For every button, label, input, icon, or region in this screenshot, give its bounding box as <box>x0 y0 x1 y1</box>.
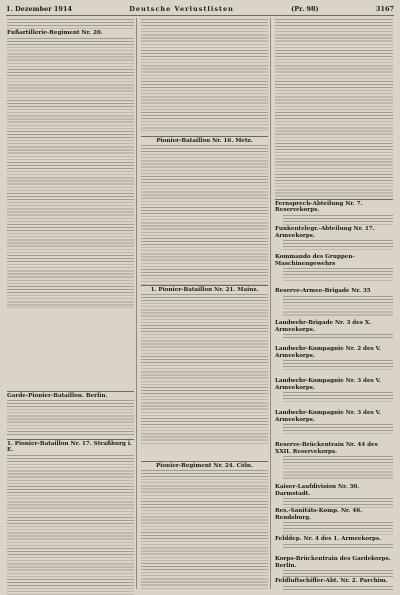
column-3 <box>273 18 395 589</box>
column-1 <box>5 18 137 589</box>
section-heading: Landwehr-Brigade Nr. 3 des X. Armeekorps. <box>275 320 372 333</box>
text-lines <box>283 334 393 340</box>
section-heading-block <box>7 30 134 308</box>
section-sanitaets-46 <box>275 508 393 536</box>
text-lines <box>283 360 393 370</box>
column-2 <box>139 18 271 589</box>
section-heading: Reserve-Armee-Brigade Nr. 35 <box>275 288 371 294</box>
section-funkentelegr-17 <box>275 226 393 250</box>
section-pionier-21 <box>141 284 268 444</box>
section-laufdivision-30 <box>275 484 393 508</box>
section-heading: Fußartillerie-Regiment Nr. 20. <box>7 30 103 36</box>
section-korps-brueckentrain <box>275 556 393 578</box>
text-lines <box>283 456 393 480</box>
text-lines <box>141 470 268 590</box>
section-landwehr-komp-2 <box>275 346 393 370</box>
text-lines <box>283 296 393 316</box>
section-heading: Felddep. Nr. 4 des 1. Armeekorps. <box>275 536 382 542</box>
section-reserve-brueckentrain-44 <box>275 442 393 480</box>
header-title: Deutsche Verlustlisten <box>129 5 234 13</box>
section-heading: Landwehr-Kompagnie Nr. 2 des V. Armeekorps. <box>275 346 381 359</box>
section-landwehr-komp-3b <box>275 410 393 434</box>
section-kommando-mg <box>275 254 393 282</box>
text-lines <box>283 586 393 592</box>
section-pionier-17 <box>7 438 134 595</box>
section-felddep-4 <box>275 536 393 550</box>
section-feldluftschiffer-2 <box>275 578 393 592</box>
section-heading: Reserve-Brückentrain Nr. 44 des XXII. Reservekorps. <box>275 442 378 455</box>
divider <box>275 199 393 200</box>
section-pionier-16 <box>141 135 268 285</box>
running-head <box>6 3 394 16</box>
section-fernsprech-7 <box>275 198 393 225</box>
text-lines <box>7 38 134 308</box>
text-lines <box>283 570 393 578</box>
section-heading: Kaiser-Laufdivision Nr. 30. Darmstadt. <box>275 484 360 497</box>
text-lines <box>275 19 393 197</box>
divider <box>7 439 134 440</box>
section-top-lines <box>275 18 393 197</box>
section-heading: Fernsprech-Abteilung Nr. 7. Reservekorps. <box>275 200 363 214</box>
section-heading: Landwehr-Kompagnie Nr. 3 des V. Armeekorps. <box>275 378 381 391</box>
section-heading: Garde-Pionier-Bataillon. Berlin. <box>7 392 108 399</box>
section-heading: Pionier-Regiment Nr. 24. Cöln. <box>156 462 253 469</box>
divider <box>141 136 268 137</box>
text-lines <box>283 498 393 508</box>
section-heading: Landwehr-Kompagnie Nr. 3 des V. Armeekorps. <box>275 410 381 423</box>
header-issue: (Pr. 98) <box>291 5 319 13</box>
section-fussartillerie-20 <box>7 18 134 29</box>
section-landwehr-brigade-3 <box>275 320 393 340</box>
section-pionier-regiment-24 <box>141 460 268 590</box>
section-heading: 1. Pionier-Bataillon Nr. 21. Mainz. <box>150 286 259 293</box>
text-lines <box>283 215 393 225</box>
section-heading: Kommando des Gruppen-Maschinengewehrs <box>275 254 355 267</box>
section-heading: Funkentelegr.-Abteilung Nr. 17. Armeekorps. <box>275 226 375 239</box>
text-lines <box>283 240 393 250</box>
text-lines <box>283 544 393 550</box>
section-heading: Korps-Brückentrain des Gardekorps. Berlin. <box>275 556 391 569</box>
text-lines <box>283 268 393 282</box>
section-heading: Feldluftschiffer-Abt. Nr. 2. Parchim. <box>275 578 388 584</box>
section-top-lines <box>141 18 268 131</box>
text-lines <box>7 455 134 595</box>
text-lines <box>141 145 268 285</box>
text-lines <box>283 424 393 434</box>
section-landwehr-komp-3a <box>275 378 393 402</box>
text-lines <box>283 522 393 536</box>
text-lines <box>7 19 134 29</box>
section-heading: Pionier-Bataillon Nr. 16. Metz. <box>156 137 253 144</box>
section-reserve-brigade-35 <box>275 288 393 316</box>
divider <box>141 285 268 286</box>
header-date: 1. Dezember 1914 <box>6 5 72 13</box>
divider <box>141 461 268 462</box>
header-page-number: 3167 <box>375 5 394 13</box>
text-lines <box>141 19 268 131</box>
text-lines <box>7 400 134 436</box>
text-lines <box>283 392 393 402</box>
divider <box>7 391 134 392</box>
section-heading: Res.-Sanitäts-Komp. Nr. 46. Rendsburg. <box>275 508 363 521</box>
section-heading: 1. Pionier-Bataillon Nr. 17. Straßburg i. E. <box>7 440 132 454</box>
section-garde-pionier <box>7 390 134 436</box>
text-lines <box>141 294 268 444</box>
